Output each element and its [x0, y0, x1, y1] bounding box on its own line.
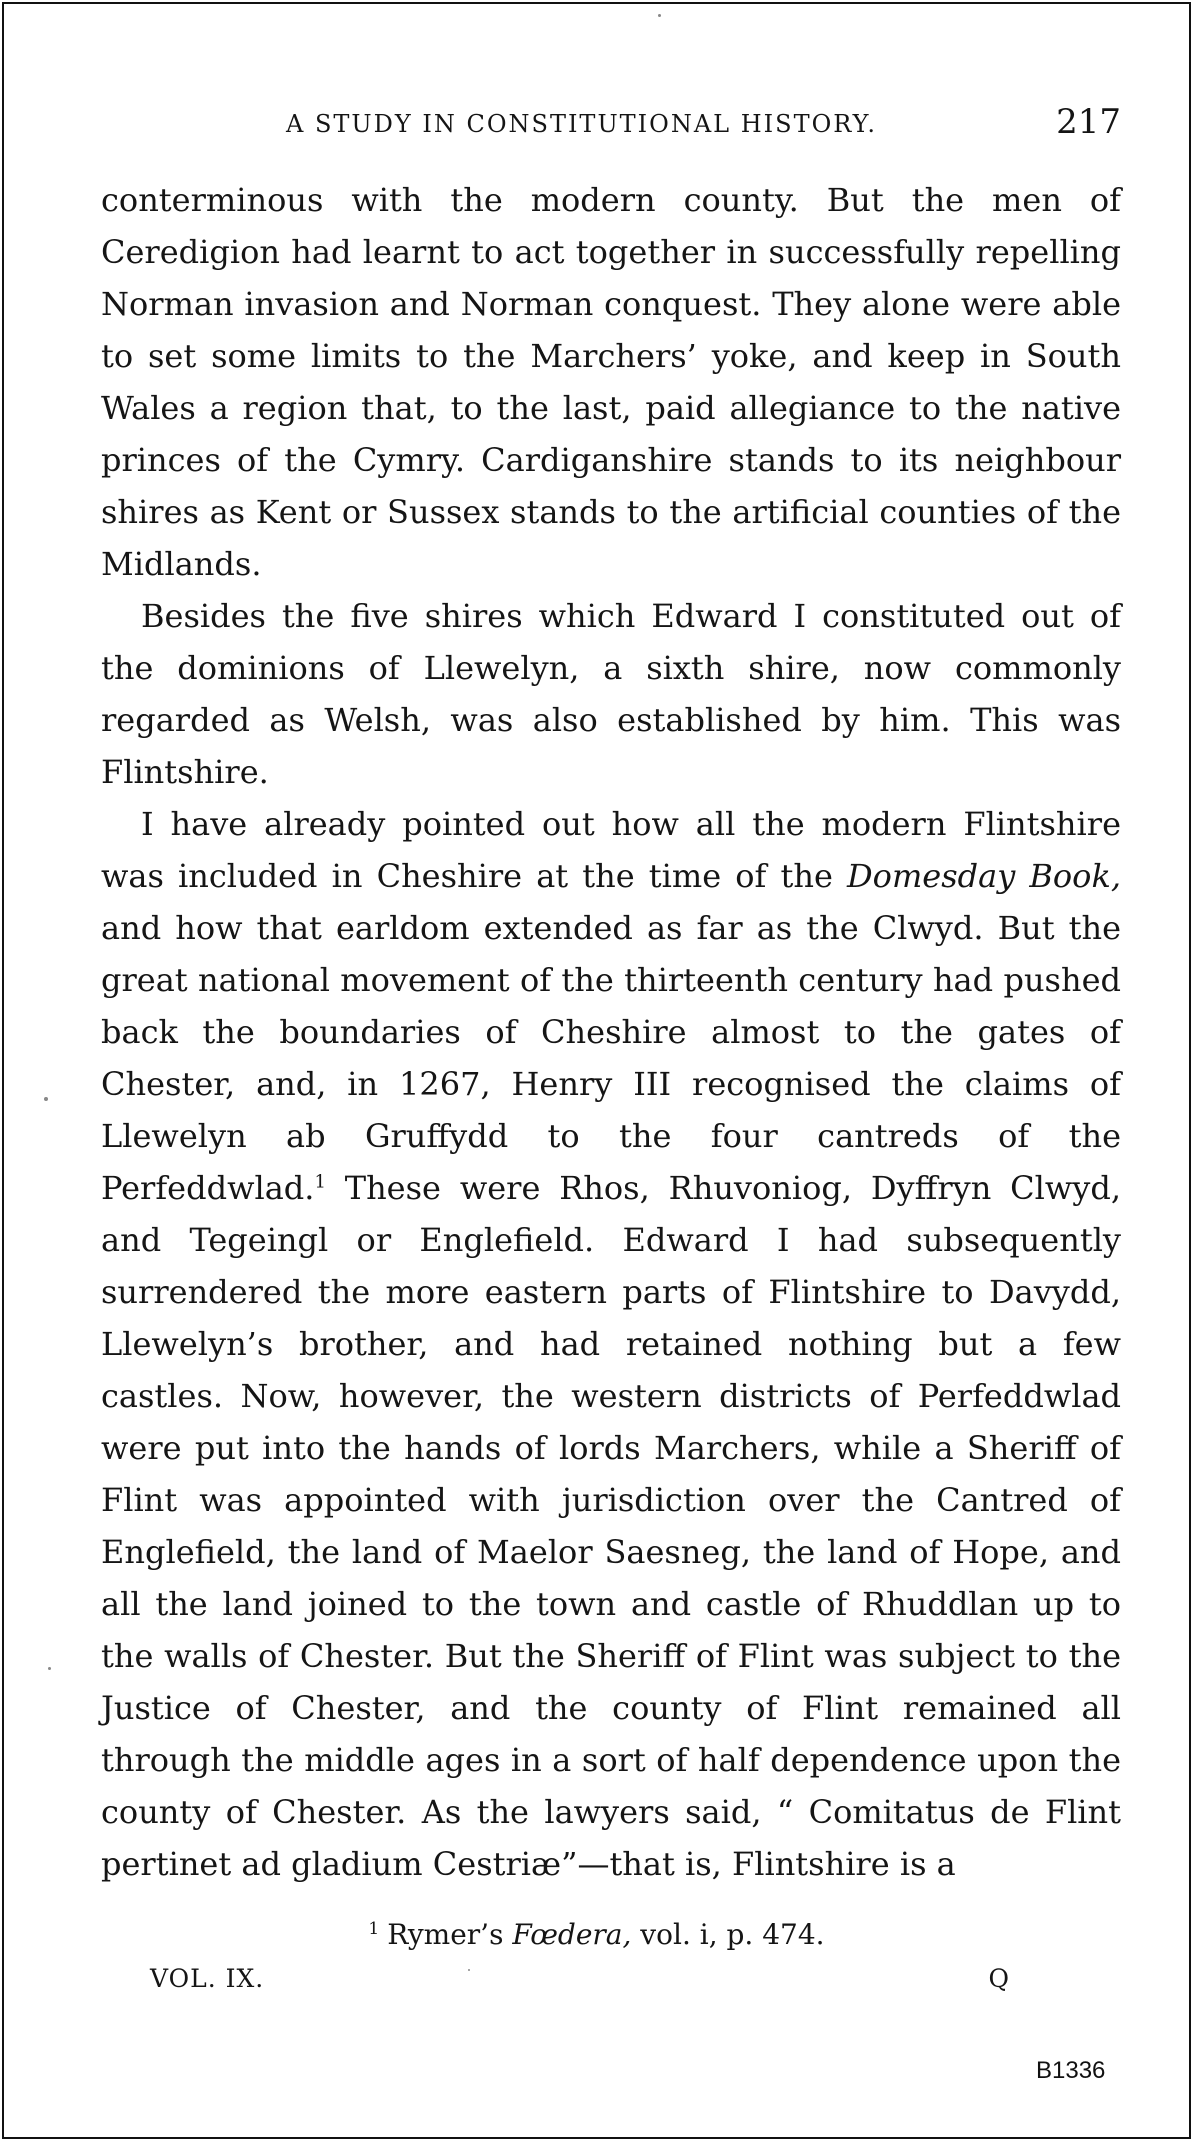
scan-speck — [44, 1097, 48, 1101]
paragraph-text: and how that earldom extended as far as the Clwyd. But the great national movement of the thirteenth century had pushed back the boundaries of Cheshire almost to the gates of Chester, and, in 1267, Henry III recognised the claims of Llewelyn ab Gruffydd to the four cantreds of the Perfeddwlad. — [101, 909, 1121, 1207]
paragraph-text: These were Rhos, Rhuvoniog, Dyffryn Clwyd, and Tegeingl or Englefield. Edward I had subsequently surrendered the more eastern parts of Flintshire to Davydd, Llewelyn’s brother, and had retained nothing but a few castles. Now, however, the western districts of Perfeddwlad were put into the hands of lords Marchers, while a Sheriff of Flint was appointed with jurisdiction over the Cantred of Englefield, the land of Maelor Saesneg, the land of Hope, and all the land joined to the town and castle of Rhuddlan up to the walls of Chester. But the Sheriff of Flint was subject to the Justice of Chester, and the county of Flint remained all through the middle ages in a sort of half dependence upon the county of Chester. As the lawyers said, “ Comitatus de Flint pertinet ad gladium Cestriæ”—that is, Flintshire is a — [101, 1169, 1121, 1883]
book-title-italic: Domesday Book, — [847, 857, 1122, 895]
paragraph-text: I have already pointed out how all the modern Flintshire was included in Cheshire at the time of the — [101, 805, 1121, 895]
paragraph — [101, 590, 1121, 798]
catalogue-id: B1336 — [1036, 2057, 1106, 2084]
footnote-text: Rymer’s — [387, 1918, 513, 1951]
scan-speck — [48, 1667, 51, 1670]
scan-speck — [468, 1969, 470, 1971]
paragraph-text: conterminous with the modern county. But the men of Ceredigion had learnt to act together in successfully repelling Norman invasion and Norman conquest. They alone were able to set some limits to the Marchers’ yoke, and keep in South Wales a region that, to the last, paid allegiance to the native princes of the Cymry. Cardiganshire stands to its neighbour shires as Kent or Sussex stands to the artificial counties of the Midlands. — [101, 181, 1121, 583]
footnote-marker: 1 — [368, 1918, 380, 1939]
volume-mark: VOL. IX. — [150, 1964, 265, 1993]
book-page — [2, 2, 1191, 2139]
body-text — [101, 174, 1121, 1890]
scan-speck — [658, 14, 661, 17]
paragraph — [101, 174, 1121, 590]
footnote-italic-title: Fœdera, — [512, 1918, 632, 1951]
paragraph-text: Besides the five shires which Edward I constituted out of the dominions of Llewelyn, a sixth shire, now commonly regarded as Welsh, was also established by him. This was Flintshire. — [101, 597, 1121, 791]
signature-letter: Q — [988, 1964, 1010, 1993]
footnote-text: vol. i, p. 474. — [631, 1918, 825, 1951]
footnote-reference: 1 — [314, 1171, 326, 1193]
footnote — [4, 1918, 1189, 1951]
running-head — [101, 102, 1121, 146]
signature-line — [150, 1964, 1010, 2004]
page-number: 217 — [1056, 102, 1121, 142]
paragraph — [101, 798, 1121, 1890]
running-title: A STUDY IN CONSTITUTIONAL HISTORY. — [286, 110, 877, 138]
